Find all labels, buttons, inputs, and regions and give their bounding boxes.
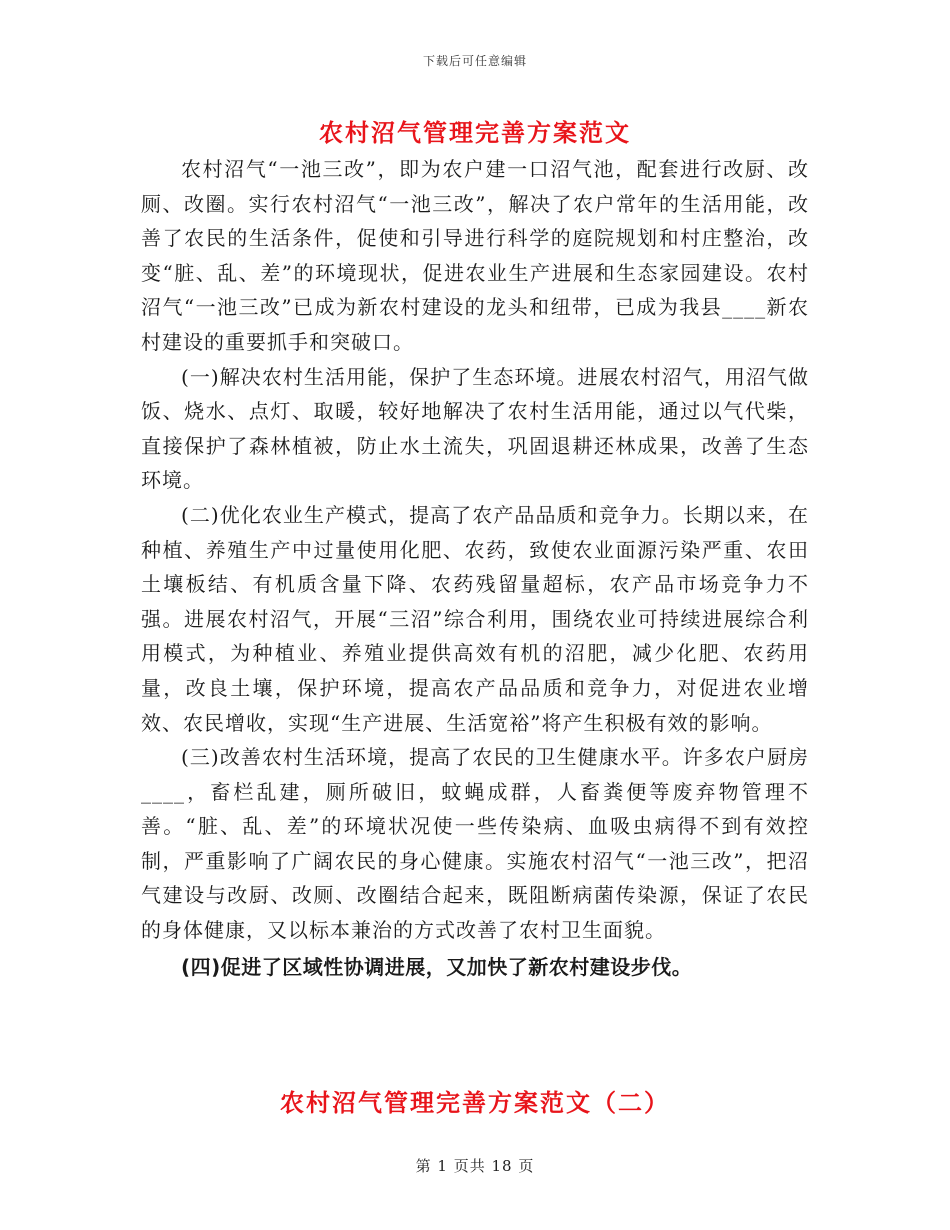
page-number: 第 1 页共 18 页 <box>415 1157 535 1175</box>
paragraph-section-3: (三)改善农村生活环境，提高了农民的卫生健康水平。许多农户厨房____，畜栏乱建，厕所破旧，蚊蝇成群，人畜粪便等废弃物管理不善。“脏、乱、差”的环境状况使一些传染病、血吸虫病得不到有效控制，严重影响了广阔农民的身心健康。实施农村沼气“一池三改”，把沼气建设与改厨、改厕、改圈结合起来，既阻断病菌传染源，保证了农民的身体健康，又以标本兼治的方式改善了农村卫生面貌。 <box>141 745 809 943</box>
section-4-heading: (四)促进了区域性协调进展，又加快了新农村建设步伐。 <box>181 954 693 979</box>
document-body <box>141 152 809 984</box>
paragraph-section-2: (二)优化农业生产模式，提高了农产品品质和竞争力。长期以来，在种植、养殖生产中过量使用化肥、农药，致使农业面源污染严重、农田土壤板结、有机质含量下降、农药残留量超标，农产品市场竞争力不强。进展农村沼气，开展“三沼”综合利用，围绕农业可持续进展综合利用模式，为种植业、养殖业提供高效有机的沼肥，减少化肥、农药用量，改良土壤，保护环境，提高农产品品质和竞争力，对促进农业增效、农民增收，实现“生产进展、生活宽裕”将产生积极有效的影响。 <box>141 502 809 735</box>
document-title: 农村沼气管理完善方案范文 <box>319 119 631 147</box>
paragraph-intro: 农村沼气“一池三改”，即为农户建一口沼气池，配套进行改厨、改厕、改圈。实行农村沼气“一池三改”，解决了农户常年的生活用能，改善了农民的生活条件，促使和引导进行科学的庭院规划和村庄整治，改变“脏、乱、差”的环境现状，促进农业生产进展和生态家园建设。农村沼气“一池三改”已成为新农村建设的龙头和纽带，已成为我县____新农村建设的重要抓手和突破口。 <box>141 157 809 354</box>
next-document-title: 农村沼气管理完善方案范文（二） <box>280 1089 670 1117</box>
header-note: 下载后可任意编辑 <box>422 54 527 68</box>
paragraph-section-1: (一)解决农村生活用能，保护了生态环境。进展农村沼气，用沼气做饭、烧水、点灯、取暖，较好地解决了农村生活用能，通过以气代柴，直接保护了森林植被，防止水土流失，巩固退耕还林成果，改善了生态环境。 <box>141 364 809 493</box>
